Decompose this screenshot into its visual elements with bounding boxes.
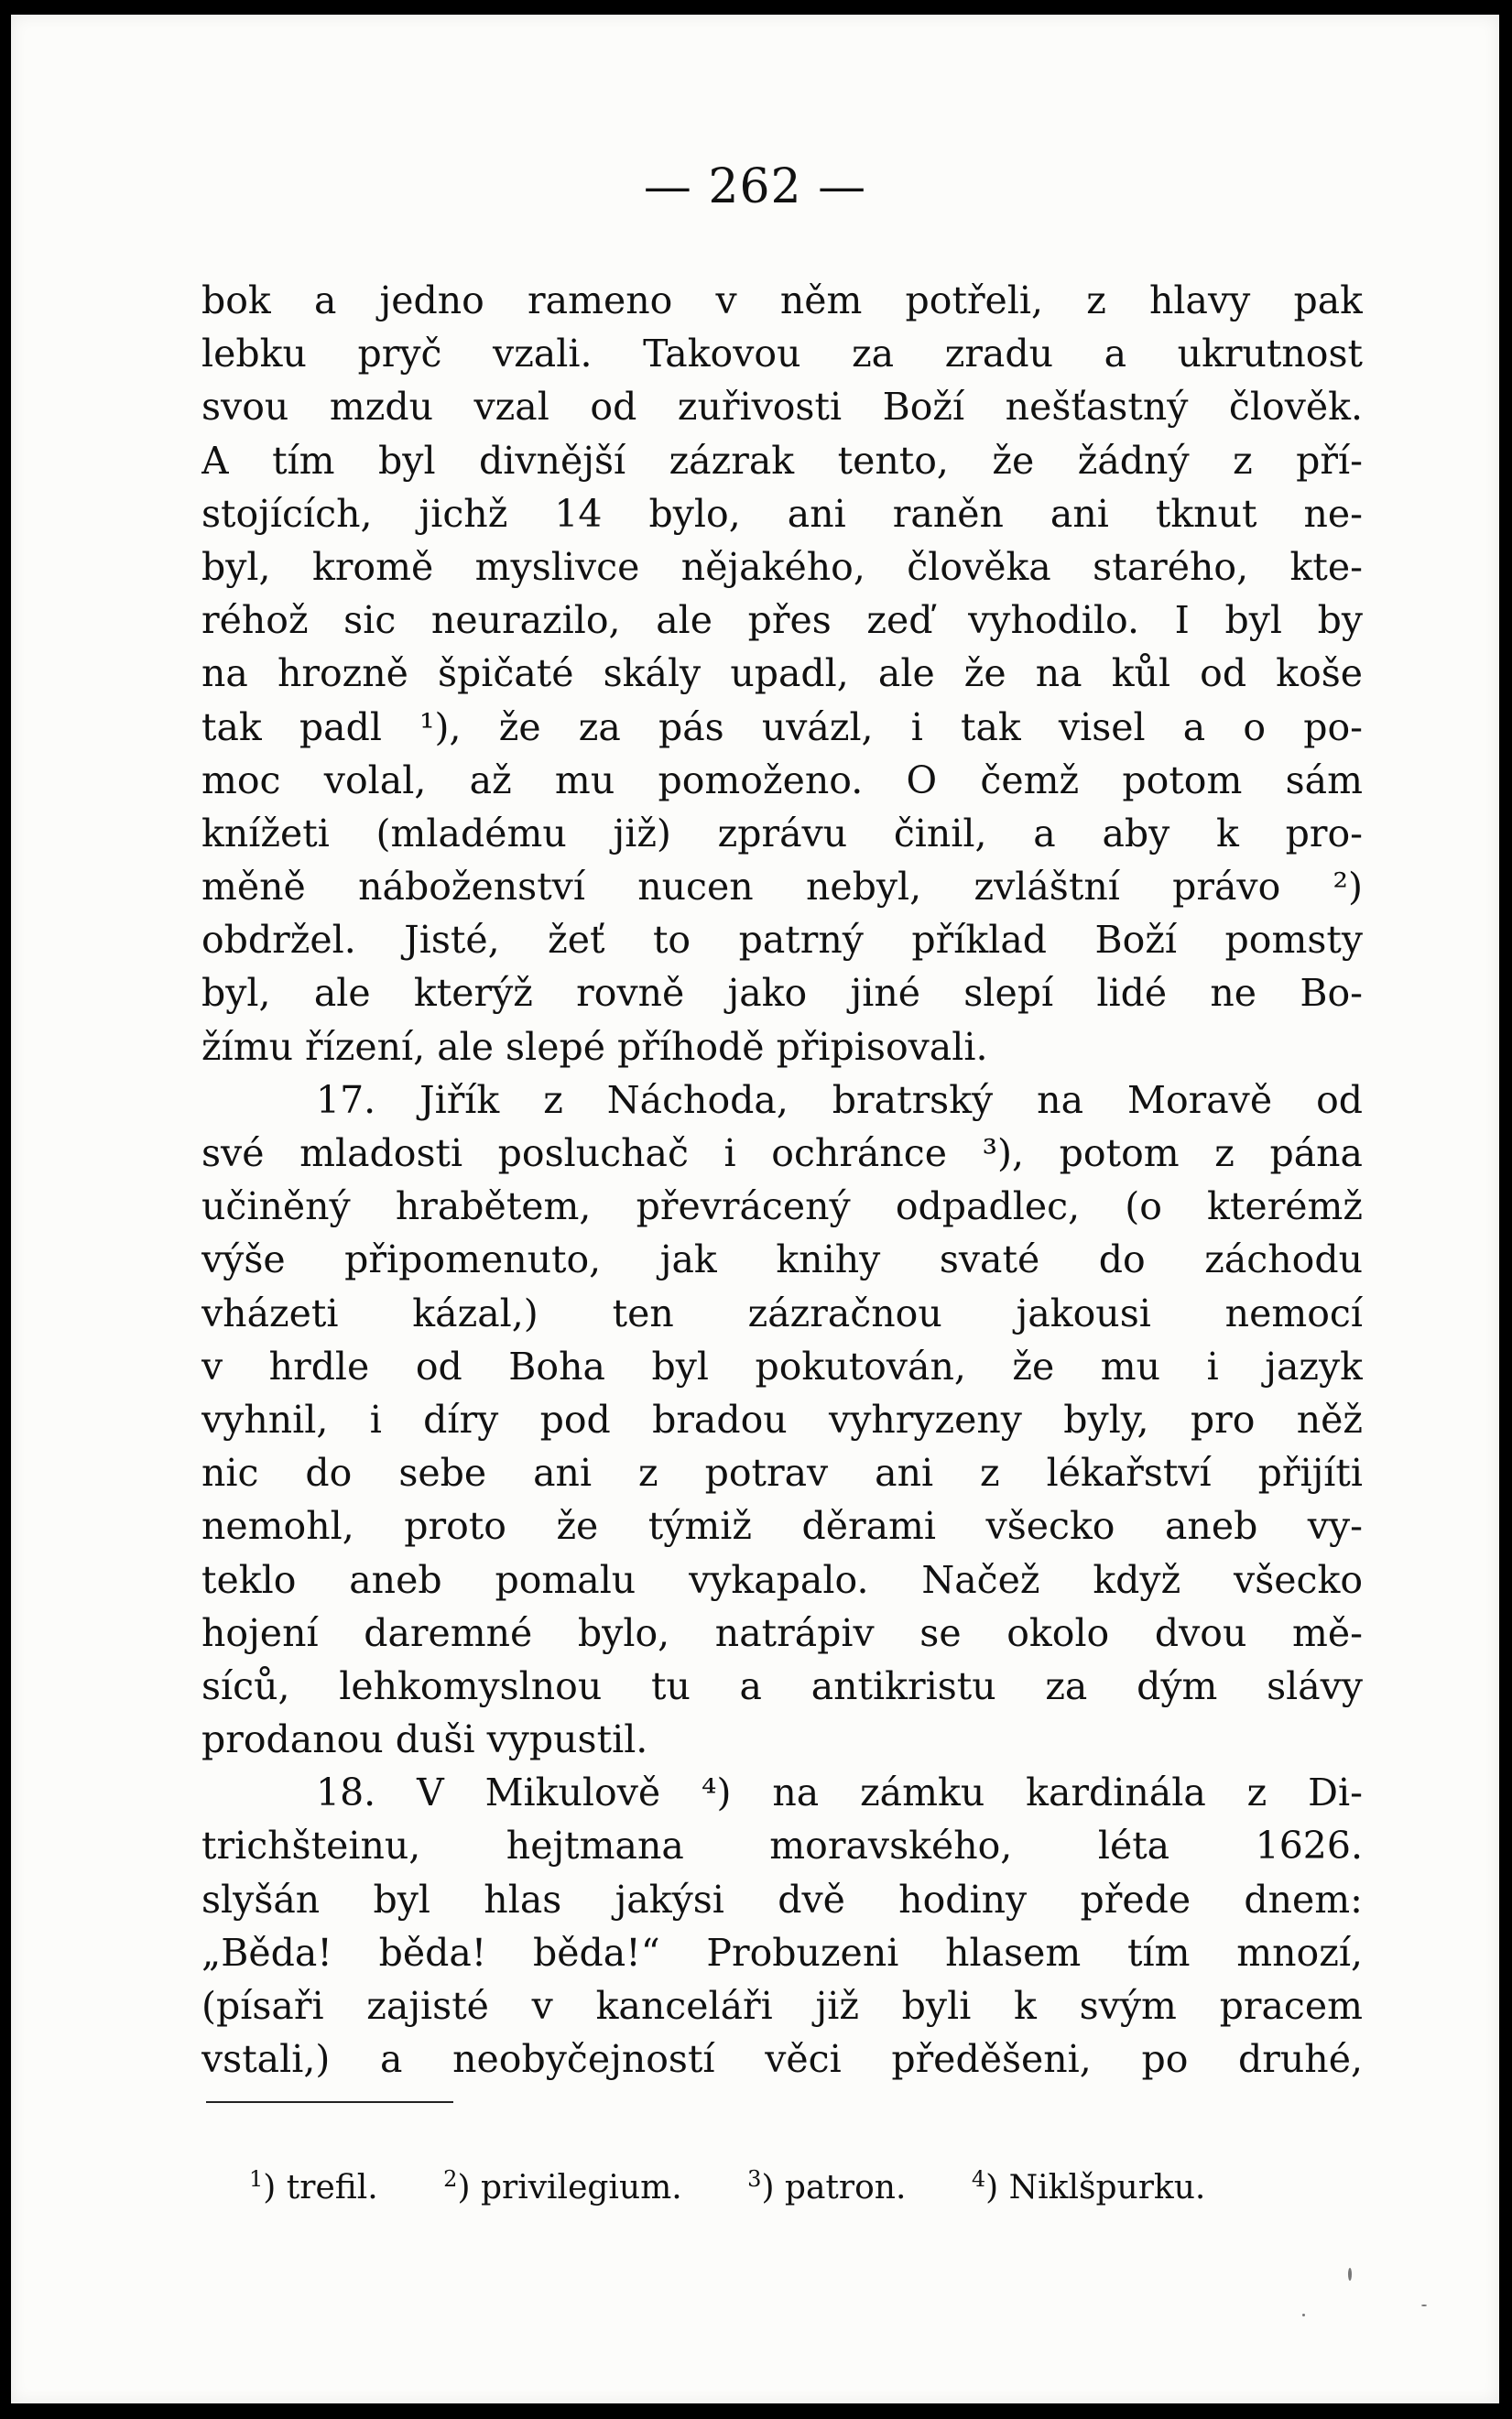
text-line: moc volal, až mu pomoženo. O čemž potom sám [201, 757, 1363, 802]
footnote-4 [971, 2166, 1206, 2207]
text-line: na hrozně špičaté skály upadl, ale že na kůl od koše [201, 651, 1363, 696]
text-line: síců, lehkomyslnou tu a antikristu za dým slávy [201, 1663, 1363, 1708]
text-line: hojení daremné bylo, natrápiv se okolo dvou mě- [201, 1610, 1363, 1655]
body-text [201, 274, 1363, 2086]
paragraph-18-start: 18. V Mikulově ⁴) na zámku kardinála z Di- [316, 1771, 1363, 1815]
text-line: lebku pryč vzali. Takovou za zradu a ukrutnost [201, 332, 1363, 376]
footnotes [249, 2166, 1302, 2207]
book-page [11, 15, 1499, 2403]
text-line: žímu řízení, ale slepé příhodě připisovali. [201, 1024, 988, 1069]
footnote-2 [443, 2166, 682, 2207]
paragraph-17-start: 17. Jiřík z Náchoda, bratrský na Moravě od [316, 1077, 1363, 1122]
footnote-text: ) patron. [761, 2169, 907, 2207]
footnote-text: ) Niklšpurku. [985, 2169, 1206, 2207]
text-line: nemohl, proto že týmiž děrami všecko aneb vy- [201, 1504, 1363, 1549]
page-number: — 262 — [643, 159, 867, 214]
text-line: „Běda! běda! běda!“ Probuzeni hlasem tím mnozí, [201, 1930, 1363, 1975]
footnote-divider [206, 2101, 453, 2103]
text-line: trichšteinu, hejtmana moravského, léta 1626. [201, 1824, 1363, 1869]
text-line: vházeti kázal,) ten zázračnou jakousi nemocí [201, 1291, 1363, 1335]
text-line: bok a jedno rameno v něm potřeli, z hlavy pak [201, 278, 1363, 322]
text-line: svou mzdu vzal od zuřivosti Boží nešťastný člověk. [201, 385, 1363, 430]
text-line: A tím byl divnější zázrak tento, že žádný z pří- [201, 438, 1363, 483]
text-line: (písaři zajisté v kanceláři již byli k svým pracem [201, 1984, 1363, 2028]
text-line: obdržel. Jisté, žeť to patrný příklad Boží pomsty [201, 918, 1363, 963]
text-line: měně náboženství nucen nebyl, zvláštní právo ²) [201, 865, 1363, 910]
scan-speck [1302, 2314, 1305, 2316]
text-line: vstali,) a neobyčejností věci předěšeni, po druhé, [201, 2037, 1363, 2082]
text-line: byl, ale kterýž rovně jako jiné slepí lidé ne Bo- [201, 971, 1363, 1016]
footnote-text: ) privilegium. [457, 2169, 682, 2207]
footnote-mark: 2 [443, 2166, 458, 2192]
text-line: teklo aneb pomalu vykapalo. Načež když všecko [201, 1557, 1363, 1602]
text-line: byl, kromě myslivce nějakého, člověka starého, kte- [201, 544, 1363, 589]
text-line: tak padl ¹), že za pás uvázl, i tak visel a o po- [201, 704, 1363, 749]
footnote-mark: 1 [249, 2166, 264, 2192]
text-line: réhož sic neurazilo, ale přes zeď vyhodilo. I byl by [201, 598, 1363, 643]
text-line: slyšán byl hlas jakýsi dvě hodiny přede dnem: [201, 1877, 1363, 1922]
text-line: prodanou duši vypustil. [201, 1717, 648, 1762]
text-line: učiněný hrabětem, převrácený odpadlec, (o kterémž [201, 1184, 1363, 1229]
scan-speck [1348, 2268, 1352, 2281]
footnote-1 [249, 2166, 378, 2207]
footnote-mark: 3 [747, 2166, 762, 2192]
text-line: výše připomenuto, jak knihy svaté do záchodu [201, 1237, 1363, 1282]
footnote-3 [747, 2166, 907, 2207]
footnote-text: ) trefil. [263, 2169, 378, 2207]
text-line: nic do sebe ani z potrav ani z lékařství přijíti [201, 1451, 1363, 1496]
text-line: v hrdle od Boha byl pokutován, že mu i jazyk [201, 1344, 1363, 1389]
text-line: své mladosti posluchač i ochránce ³), potom z pána [201, 1131, 1363, 1175]
text-line: vyhnil, i díry pod bradou vyhryzeny byly, pro něž [201, 1397, 1363, 1442]
footnote-mark: 4 [971, 2166, 986, 2192]
text-line: knížeti (mladému již) zprávu činil, a aby k pro- [201, 811, 1363, 855]
text-line: stojících, jichž 14 bylo, ani raněn ani tknut ne- [201, 491, 1363, 536]
scan-speck [1421, 2305, 1427, 2306]
